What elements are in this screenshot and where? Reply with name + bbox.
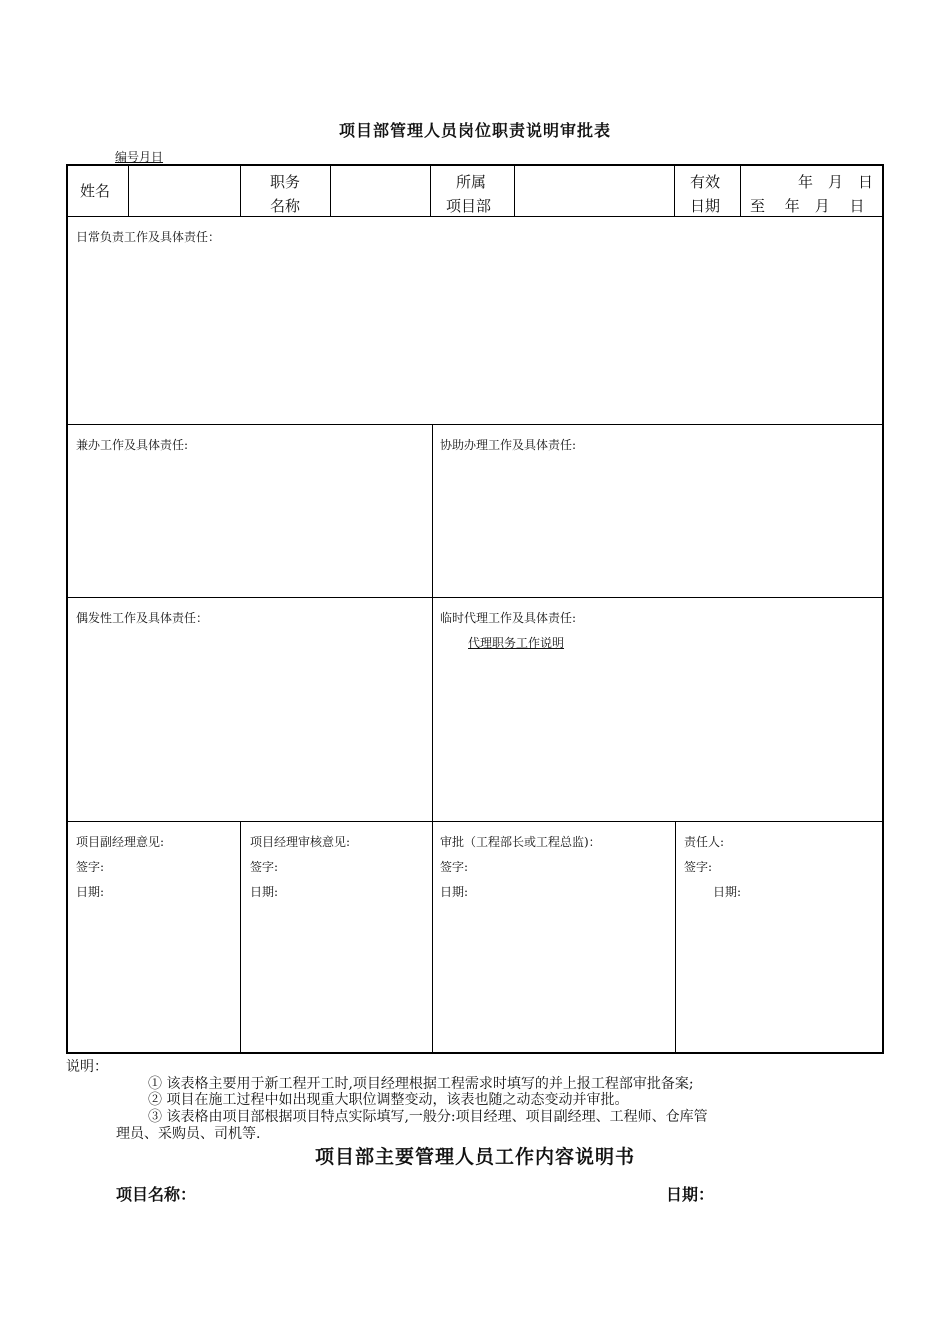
col-divider xyxy=(674,166,675,216)
concurrent-duties-label: 兼办工作及具体责任: xyxy=(76,438,189,452)
approval-date-label: 日期: xyxy=(440,885,469,899)
responsible-sign-label: 签字: xyxy=(684,860,713,874)
note-item-2: ② 项目在施工过程中如出现重大职位调整变动，该表也随之动态变动并审批。 xyxy=(148,1092,629,1108)
manager-sign-label: 签字: xyxy=(250,860,279,874)
row-divider xyxy=(68,597,884,598)
serial-number-label: 编号月日 xyxy=(115,150,164,164)
col-divider xyxy=(514,166,515,216)
temporary-duties-sub: 代理职务工作说明 xyxy=(468,636,565,650)
valid-to-date: 至 年 月 日 xyxy=(750,197,865,215)
notes-heading: 说明： xyxy=(66,1059,108,1075)
valid-from-date: 年 月 日 xyxy=(798,173,874,191)
date-label: 日期： xyxy=(666,1185,715,1204)
col-divider xyxy=(330,166,331,216)
dept-label-line1: 所属 xyxy=(456,173,487,191)
col-divider xyxy=(128,166,129,216)
deputy-manager-date-label: 日期: xyxy=(76,885,105,899)
dept-label-line2: 项目部 xyxy=(446,197,492,215)
second-title: 项目部主要管理人员工作内容说明书 xyxy=(314,1146,635,1168)
valid-label-line2: 日期 xyxy=(690,197,721,215)
col-divider xyxy=(740,166,741,216)
col-divider xyxy=(240,821,241,1054)
approval-sign-label: 签字: xyxy=(440,860,469,874)
note-item-3: ③ 该表格由项目部根据项目特点实际填写,一般分:项目经理、项目副经理、工程师、仓库管 xyxy=(148,1109,708,1125)
row-divider xyxy=(68,424,884,425)
project-name-label: 项目名称： xyxy=(116,1185,197,1204)
daily-duties-label: 日常负责工作及具体责任： xyxy=(76,230,221,244)
name-label: 姓名 xyxy=(80,182,111,200)
position-label-line2: 名称 xyxy=(270,197,301,215)
approval-label: 审批（工程部长或工程总监)： xyxy=(440,835,601,849)
col-divider xyxy=(675,821,676,1054)
approval-table xyxy=(66,164,884,1054)
occasional-duties-label: 偶发性工作及具体责任： xyxy=(76,611,209,625)
form-title: 项目部管理人员岗位职责说明审批表 xyxy=(338,121,611,140)
col-divider xyxy=(432,424,433,821)
temporary-duties-label: 临时代理工作及具体责任: xyxy=(440,611,577,625)
responsible-person-label: 责任人: xyxy=(684,835,725,849)
position-label-line1: 职务 xyxy=(270,173,301,191)
assist-duties-label: 协助办理工作及具体责任: xyxy=(440,438,577,452)
responsible-date-label: 日期: xyxy=(713,885,742,899)
col-divider xyxy=(240,166,241,216)
note-item-3-cont: 理员、采购员、司机等. xyxy=(116,1126,261,1142)
col-divider xyxy=(430,166,431,216)
manager-date-label: 日期: xyxy=(250,885,279,899)
col-divider xyxy=(432,821,433,1054)
note-item-1: ① 该表格主要用于新工程开工时,项目经理根据工程需求时填写的并上报工程部审批备案; xyxy=(148,1076,694,1092)
valid-label-line1: 有效 xyxy=(690,173,721,191)
manager-review-label: 项目经理审核意见: xyxy=(250,835,351,849)
deputy-manager-sign-label: 签字: xyxy=(76,860,105,874)
row-divider xyxy=(68,821,884,822)
deputy-manager-opinion-label: 项目副经理意见: xyxy=(76,835,165,849)
